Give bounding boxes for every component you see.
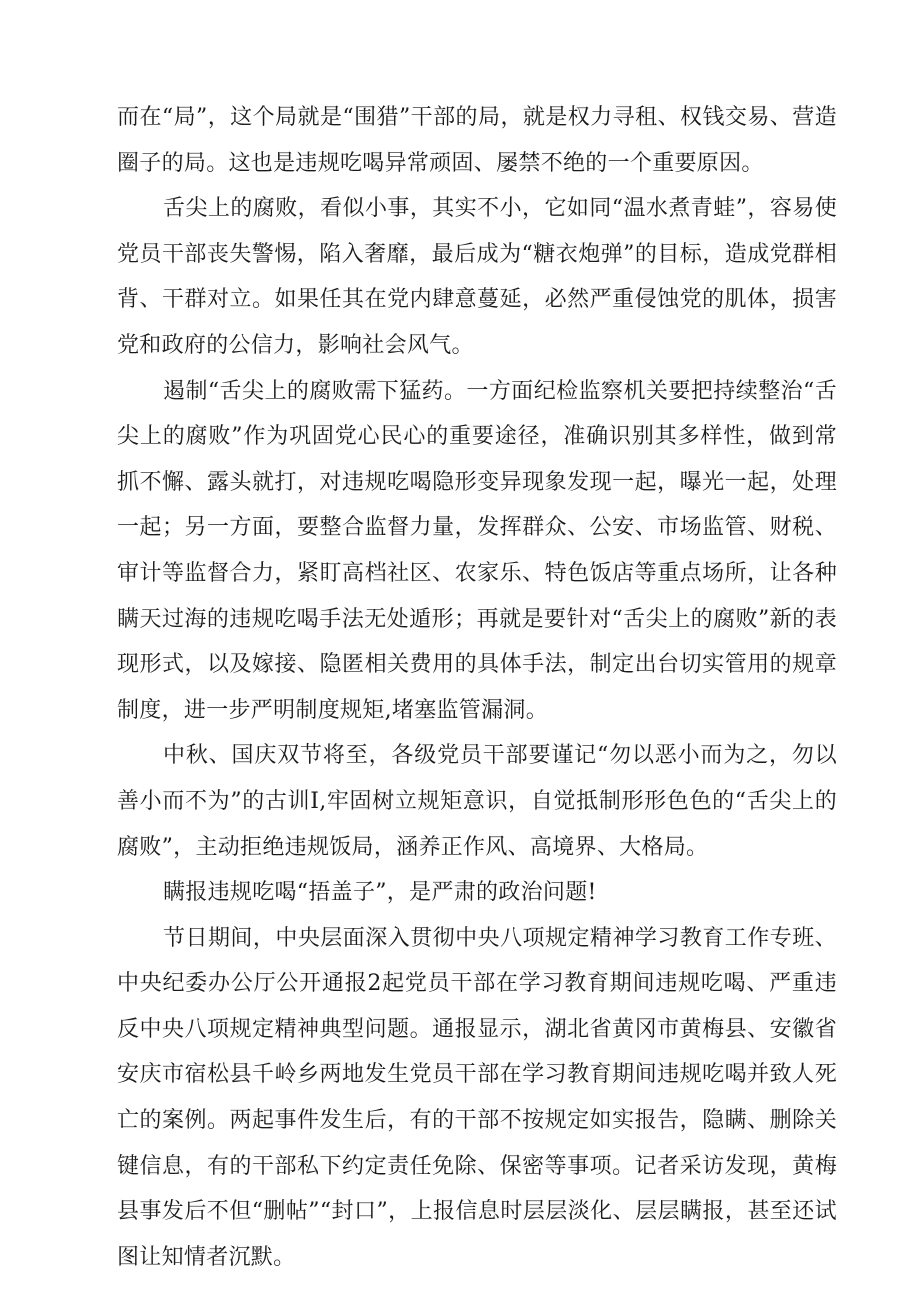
paragraph: 遏制“舌尖上的腐败需下猛药。一方面纪检监察机关要把持续整治“舌尖上的腐败”作为巩固党心民心的重要途径，准确识别其多样性，做到常抓不懈、露头就打，对违规吃喝隐形变异现象发现一起，曝光一起，处理一起；另一方面，要整合监督力量，发挥群众、公安、市场监管、财税、审计等监督合力，紧盯高档社区、农家乐、特色饭店等重点场所，让各种瞒天过海的违规吃喝手法无处遁形；再就是要针对“舌尖上的腐败”新的表现形式，以及嫁接、隐匿相关费用的具体手法，制定出台切实管用的规章制度，进一步严明制度规矩,堵塞监管漏洞。 (117, 378, 837, 723)
section-heading: 瞒报违规吃喝“捂盖子”，是严肃的政治问题! (163, 880, 597, 906)
paragraph: 中秋、国庆双节将至，各级党员干部要谨记“勿以恶小而为之，勿以善小而不为”的古训I,牢固树立规矩意识，自觉抵制形形色色的“舌尖上的腐败”，主动拒绝违规饭局，涵养正作风、高境界、大格局。 (117, 743, 837, 860)
document-body (117, 95, 837, 1280)
paragraph: 而在“局”，这个局就是“围猎”干部的局，就是权力寻租、权钱交易、营造圈子的局。这也是违规吃喝异常顽固、屡禁不绝的一个重要原因。 (117, 105, 837, 176)
paragraph: 舌尖上的腐败，看似小事，其实不小，它如同“温水煮青蛙”，容易使党员干部丧失警惕，陷入奢靡，最后成为“糖衣炮弹”的目标，造成党群相背、干群对立。如果任其在党内肆意蔓延，必然严重侵蚀党的肌体，损害党和政府的公信力，影响社会风气。 (117, 196, 837, 358)
paragraph: 节日期间，中央层面深入贯彻中央八项规定精神学习教育工作专班、中央纪委办公厅公开通报2起党员干部在学习教育期间违规吃喝、严重违反中央八项规定精神典型问题。通报显示，湖北省黄冈市黄梅县、安徽省安庆市宿松县千岭乡两地发生党员干部在学习教育期间违规吃喝并致人死亡的案例。两起事件发生后，有的干部不按规定如实报告，隐瞒、删除关键信息，有的干部私下约定责任免除、保密等事项。记者采访发现，黄梅县事发后不但“删帖”“封口”，上报信息时层层淡化、层层瞒报，甚至还试图让知情者沉默。 (117, 925, 837, 1270)
